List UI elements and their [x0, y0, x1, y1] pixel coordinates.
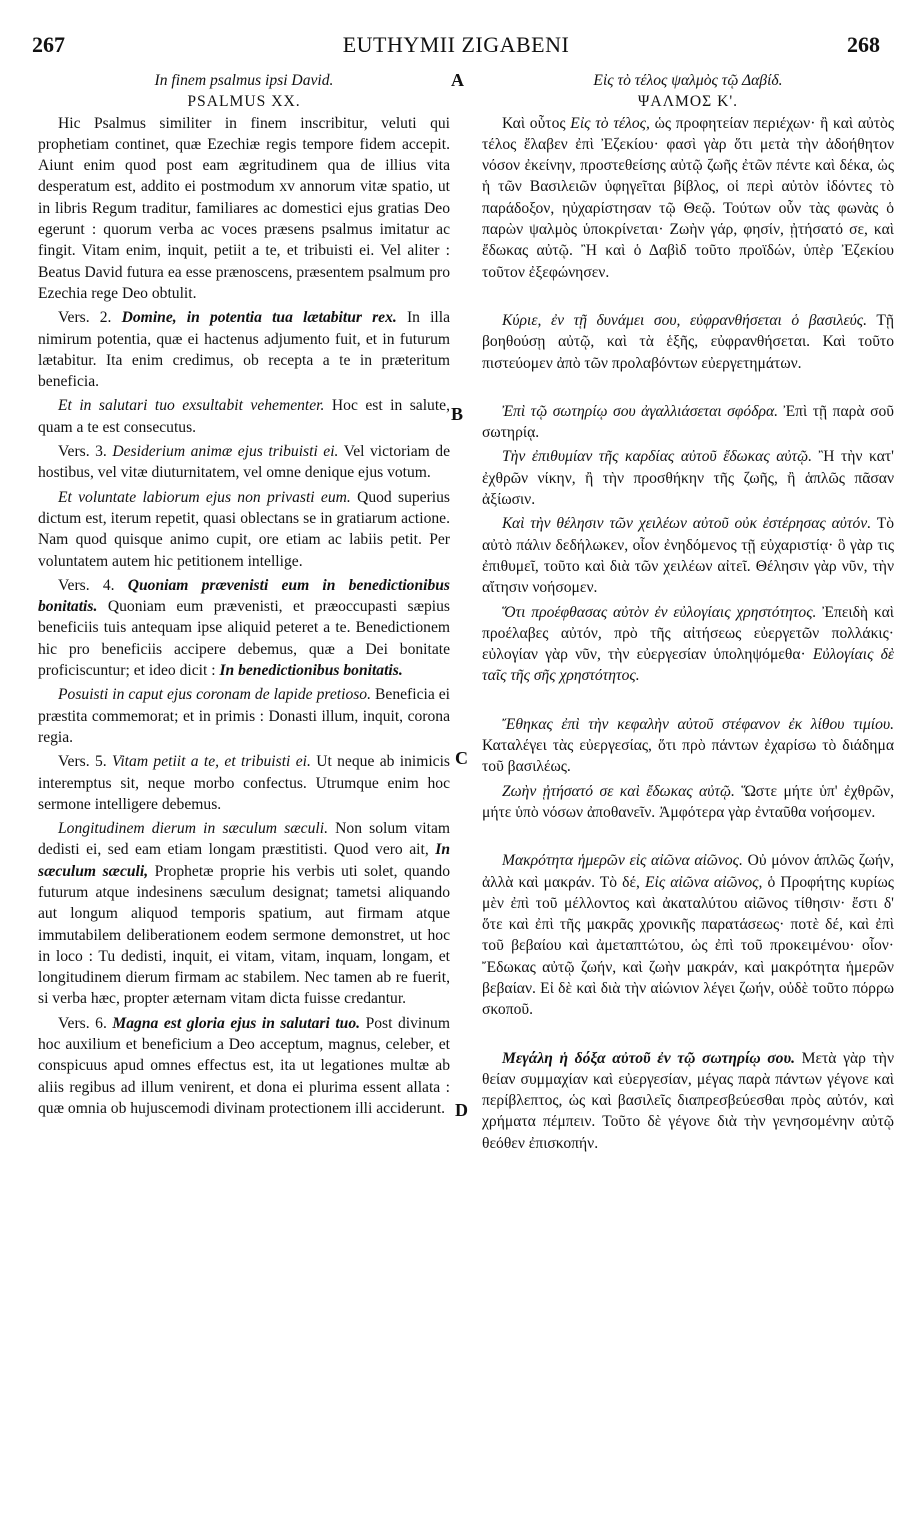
latin-verse-4	[38, 575, 450, 681]
page-number-right: 268	[847, 32, 880, 57]
margin-letter-b: B	[451, 404, 464, 424]
verse-commentary: Τὸ αὐτὸ πάλιν δεδήλωκεν, οἷον ἐνηδόμενος τῇ εὐχαριστίᾳ· ὃ γὰρ τις ἐπιθυμεῖ, τοῦτο καὶ διὰ τῶν χειλέων αἰτεῖ. Θέλησιν γὰρ νῦν, τὴν αἴτησιν νοήσομεν.	[482, 515, 895, 597]
verse-lemma-repeat: In benedictionibus bonitatis.	[219, 662, 403, 680]
running-title: EUTHYMII ZIGABENI	[342, 32, 570, 57]
latin-posuisti	[38, 684, 450, 748]
greek-posuisti	[482, 714, 894, 778]
verse-commentary: Τῇ βοηθούσῃ αὐτῷ, καὶ τὰ ἑξῆς, εὐφρανθήσεται. Καὶ τοῦτο πιστεύομεν ἀπὸ τῶν προλαβόντων εὐεργετημάτων.	[482, 311, 894, 372]
latin-verse-3	[38, 441, 450, 484]
latin-longitudinem	[38, 818, 450, 1010]
verse-commentary: Post divinum hoc auxilium et beneficium a Deo acceptum, magnus, celeber, et conspicuus apud omnes effectus est, ita ut legationes multæ ab aliis regibus ad illum venirent, et dona ei plurima essent allata : quæ omnia ob hujuscemodi divinam protectionem illi acciderunt.	[38, 1014, 450, 1117]
verse-commentary: Οὐ μόνον ἁπλῶς ζωήν, ἀλλὰ καὶ μακράν. Τὸ δέ,	[482, 852, 894, 891]
verse-lemma-repeat: Εὐλογίαις δὲ ταῖς τῆς σῆς χρηστότητος.	[482, 646, 894, 685]
latin-verse-5	[38, 751, 450, 815]
commentary-text: ὡς προφητείαν περιέχων· ἢ καὶ αὐτὸς τέλος ἔλαβεν ἐπὶ Ἐζεκίου· φασὶ γὰρ ὅτι μετὰ τὴν ἀδοήθητον νόσον ἐκείνην, προστεθείσης αὐτῷ ζωῆς ἐτῶν πέντε καὶ δέκα, ὡς ἡ τῶν Βασιλειῶν ὑφηγεῖται βίβλος, οἱ περὶ αὐτὸν ἰδόντες τὸ παράδοξον, ηὐχαρίστησαν τῷ Θεῷ. Τούτων οὖν τὰς φωνὰς ὁ παρὼν ψαλμὸς ὑποκρίνεται· Ζωὴν γάρ, φησίν, ᾐτήσατό σε, καὶ ἔδωκας αὐτῷ. Ἢ καὶ ὁ Δαβὶδ τοῦτο προϊδών, ὑπὲρ Ἐζεκίου τοῦτον ἐξεφώνησεν.	[482, 114, 894, 281]
verse-lemma: Καὶ τὴν θέλησιν τῶν χειλέων αὐτοῦ οὐκ ἐστέρησας αὐτόν.	[502, 515, 872, 533]
verse-label: Vers. 3.	[58, 443, 107, 461]
latin-psalm-inscription: In finem psalmus ipsi David.	[154, 72, 334, 89]
latin-salutari	[38, 395, 450, 438]
verse-lemma: Ζωὴν ᾐτήσατό σε καὶ ἔδωκας αὐτῷ.	[502, 782, 735, 800]
latin-psalm-title: PSALMUS XX.	[187, 93, 301, 111]
latin-intro-paragraph: Hic Psalmus similiter in finem inscribitur, veluti qui prophetiam continet, quæ Ezechiæ regis tempore fidem accepit. Aiunt enim quod post eam ægritudinem qua de illius vita desperatum est, addito ei postmodum xv annorum vitæ spatio, ut in libris Regum traditur, familiares ac domestici ejus gratias Deo egerunt : quorum verba ac voces præsens psalmus imitatur ac fingit. Vitam enim, inquit, petiit a te, et tribuisti ei. Vel aliter : Beatus David futura ea esse prænoscens, præsentem psalmum pro Ezechia rege Deo obtulit.	[38, 114, 450, 302]
verse-commentary: Ἐπειδὴ καὶ προέλαβες αὐτόν, πρὸ τῆς αἰτήσεως εὐεργετῶν πολλάκις· εὐλογίαν γὰρ νῦν, τὴν εὐεργεσίαν ὑποληψόμεθα·	[482, 603, 894, 664]
verse-lemma: Longitudinem dierum in sæculum sæculi.	[58, 820, 328, 838]
verse-commentary: Non solum vitam dedisti ei, sed eam etiam longam præstitisti. Quod vero ait,	[38, 820, 450, 859]
margin-letter-d: D	[455, 1100, 468, 1120]
verse-commentary: Ἐπὶ τῇ παρὰ σοῦ σωτηρίᾳ.	[482, 402, 894, 442]
verse-commentary: Ut neque ab inimicis interemptus sit, neque morbo confectus. Utrumque enim hoc sermone intelligere debemus.	[38, 753, 450, 813]
running-header	[32, 32, 880, 62]
verse-lemma: Quoniam prævenisti eum in benedictionibus bonitatis.	[38, 576, 450, 616]
verse-lemma: Posuisti in caput ejus coronam de lapide pretioso.	[58, 686, 372, 704]
verse-commentary: Ὥστε μήτε ὑπ' ἐχθρῶν, μήτε ὑπὸ νόσων ἀποθανεῖν. Ἀμφότερα γὰρ ἐνταῦθα νοήσομεν.	[482, 782, 894, 821]
greek-psalm-inscription: Εἰς τὸ τέλος ψαλμὸς τῷ Δαβίδ.	[593, 72, 783, 89]
verse-lemma: Domine, in potentia tua lætabitur rex.	[121, 309, 397, 327]
verse-lemma-repeat: In sæculum sæculi,	[38, 841, 450, 880]
verse-commentary: Hoc est in salute, quam a te est consecutus.	[38, 397, 451, 436]
verse-lemma: Et voluntate labiorum ejus non privasti eum.	[58, 488, 351, 506]
latin-verse-2	[38, 307, 450, 392]
greek-intro-paragraph	[482, 113, 894, 283]
margin-letter-a: A	[451, 70, 464, 90]
verse-lemma: Ὅτι προέφθασας αὐτὸν ἐν εὐλογίαις χρηστότητος.	[502, 603, 817, 621]
verse-commentary: Καταλέγει τὰς εὐεργεσίας, ὅτι πρὸ πάντων ἐχαρίσω τὸ διάδημα τοῦ βασιλέως.	[482, 737, 894, 776]
verse-lemma: Vitam petiit a te, et tribuisti ei.	[111, 753, 311, 771]
greek-psalm-title: ΨΑΛΜΟΣ Κ'.	[637, 93, 739, 111]
verse-commentary: Quoniam eum prævenisti, et præoccupasti sæpius beneficiis tuis antequam ipse aliquid peteret a te. Benedictionem hic pro beneficiis accipere debemus, quæ a Dei bonitate proficiscuntur; et ideo dicit :	[38, 598, 450, 680]
verse-lemma: Μεγάλη ἡ δόξα αὐτοῦ ἐν τῷ σωτηρίῳ σου.	[502, 1049, 795, 1067]
verse-lemma: Magna est gloria ejus in salutari tuo.	[112, 1014, 361, 1032]
latin-column	[38, 70, 450, 1122]
margin-letter-c: C	[455, 748, 468, 768]
verse-commentary: In illa nimirum potentia, quæ ei hactenus adjumento fuit, et in futurum lætabitur. Ita enim credimus, ob recepta a te in præteritum beneficia.	[38, 309, 450, 391]
greek-voluntate	[482, 513, 894, 598]
verse-commentary: Quod superius dictum est, iterum repetit, quasi oblectans se in gratiarum actione. Nam quod quisque animo cupit, ore etiam ac labiis petit. Per voluntatem autem hic petitionem intellige.	[38, 488, 450, 570]
verse-lemma: Τὴν ἐπιθυμίαν τῆς καρδίας αὐτοῦ ἔδωκας αὐτῷ.	[502, 448, 813, 466]
verse-lemma: Et in salutari tuo exsultabit vehementer.	[58, 397, 325, 415]
greek-verse-4	[482, 602, 894, 687]
latin-voluntate	[38, 487, 450, 572]
page-number-left: 267	[32, 32, 65, 57]
greek-verse-2	[482, 310, 894, 374]
greek-column	[482, 70, 894, 1157]
verse-lemma-repeat: Εἰς αἰῶνα αἰῶνος,	[644, 873, 763, 891]
verse-lemma: Εἰς τὸ τέλος,	[570, 114, 650, 132]
commentary-text: Καὶ οὗτος	[502, 114, 566, 132]
greek-verse-5	[482, 781, 894, 824]
verse-label: Vers. 4.	[58, 576, 115, 594]
greek-verse-6	[482, 1048, 894, 1154]
verse-lemma: Ἐπὶ τῷ σωτηρίῳ σου ἀγαλλιάσεται σφόδρα.	[502, 402, 779, 420]
verse-commentary: Μετὰ γὰρ τὴν θείαν συμμαχίαν καὶ εὐεργεσίαν, μέγας παρὰ πάντων γέγονε καὶ περίβλεπτος, ὡς καὶ βασιλεῖς διαπρεσβεύεσθαι πρὸς αὐτόν, καὶ χρήματα πέμπειν. Τοῦτο δὲ γέγονε διὰ τὴν γενησομένην αὐτῷ θεόθεν ἐπισκοπήν.	[482, 1049, 895, 1152]
verse-lemma: Desiderium animæ ejus tribuisti ei.	[112, 443, 339, 461]
latin-verse-6	[38, 1013, 450, 1119]
verse-lemma: Κύριε, ἐν τῇ δυνάμει σου, εὐφρανθήσεται ὁ βασιλεύς.	[502, 311, 868, 329]
greek-verse-3	[482, 446, 894, 510]
verse-lemma: Μακρότητα ἡμερῶν εἰς αἰῶνα αἰῶνος.	[502, 852, 743, 870]
verse-commentary: Beneficia ei præstita commemorat; et in primis : Donasti illum, inquit, corona regia.	[38, 686, 450, 746]
verse-label: Vers. 2.	[58, 309, 112, 327]
verse-commentary: Ἢ τὴν κατ' ἐχθρῶν νίκην, ἢ τὴν προσθήκην τῆς ζωῆς, ἢ ἁπλῶς πᾶσαν ἀξίωσιν.	[482, 448, 894, 509]
verse-commentary: Vel victoriam de hostibus, vel vitæ diuturnitatem, vel omne denique ejus votum.	[38, 443, 450, 482]
verse-label: Vers. 6.	[58, 1014, 107, 1032]
greek-salutari	[482, 401, 894, 444]
verse-lemma: Ἔθηκας ἐπὶ τὴν κεφαλὴν αὐτοῦ στέφανον ἐκ λίθου τιμίου.	[502, 715, 894, 733]
verse-commentary: Prophetæ proprie his verbis uti solet, quando futurum atque indesinens sæculum designat; tametsi aliquando aut longum aliquod temporis spatium, aut firmam atque immutabilem deliberationem eodem sermone demonstret, ut hoc in loco : Tu dedisti, inquit, ei vitam, vitam, inquam, longam, et longitudinem dierum firmam ac stabilem. Nec tamen ab re fuerit, si verba hæc, propter æternam vitam dicta fuisse credantur.	[38, 862, 450, 1008]
verse-commentary: ὁ Προφήτης κυρίως μὲν ἐπὶ τοῦ μέλλοντος καὶ ἀκαταλύτου αἰῶνος τίθησιν· ἔστι δ' ὅτε καὶ ἐπὶ τῆς μακρᾶς χρονικῆς παρατάσεως· ποτὲ δέ, καὶ ἐπὶ τοῦ βεβαίου καὶ ἀμεταπτώτου, ὡς ἐπὶ τοῦ προκειμένου· οἷον· Ἔδωκας αὐτῷ ζωήν, καὶ ζωὴν μακράν, καὶ μακρότητα ἡμερῶν βεβαίαν. Εἰ δὲ καὶ διὰ τὴν αἰώνιον λέγει ζωήν, οὐδὲ τοῦτο πόρρω σκοποῦ.	[482, 873, 894, 1019]
greek-longitudinem	[482, 850, 894, 1020]
verse-label: Vers. 5.	[58, 753, 107, 771]
